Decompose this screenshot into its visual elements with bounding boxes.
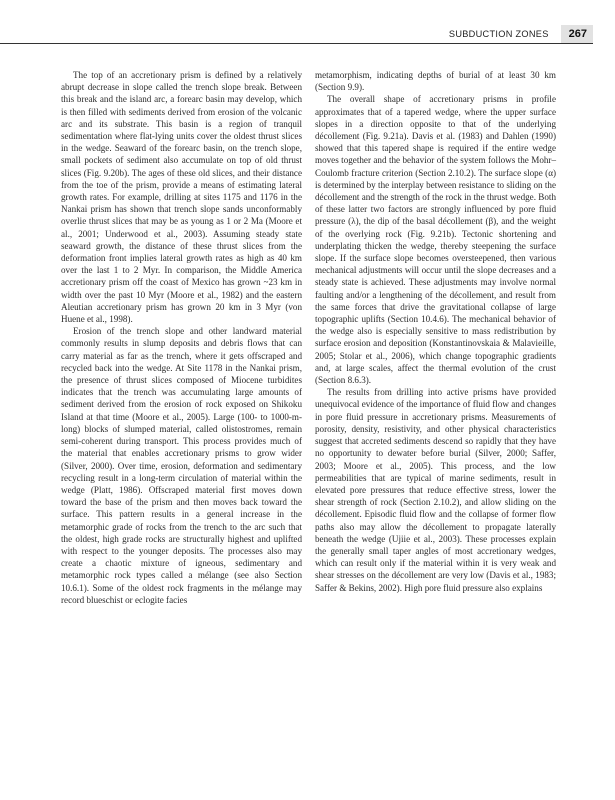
paragraph: Erosion of the trench slope and other landward material commonly results in slump deposits and debris flows that can carry material as far as the trench, where it gets offscraped and recycled back into the wedge. At Site 1178 in the Nankai prism, the presence of thrust slices composed of Miocene turbidites indicates that the trench was accumulating large amounts of sediment derived from the erosion of rock exposed on Shikoku Island at that time (Moore et al., 2005). Large (100- to 1000-m-long) blocks of slumped material, called olistostromes, remain semi-coherent during transport. This process provides much of the material that enables accretionary prisms to grow wider (Silver, 2000). Over time, erosion, deformation and sedimentary recycling result in a long-term circulation of material within the wedge (Platt, 1986). Offscraped material first moves down toward the base of the prism and then moves back toward the surface. This pattern results in a general increase in the metamorphic grade of rocks from the trench to the arc such that the oldest, high grade rocks are structurally highest and uplifted with respect to the younger deposits. The processes also may create a chaotic mixture of igneous, sedimentary and metamorphic rock types called a mélange (see also Section 10.6.1). Some of the oldest rock fragments in the mélange may record blueschist or eclogite facies (61, 326, 302, 605)
page-number: 267 (561, 25, 593, 43)
header-rule (0, 43, 593, 44)
running-header (449, 26, 593, 42)
running-title: SUBDUCTION ZONES (448, 29, 549, 39)
right-column (315, 69, 556, 594)
paragraph: The top of an accretionary prism is defined by a relatively abrupt decrease in slope called the trench slope break. Between this break and the island arc, a forearc basin may develop, which is then filled with sediments derived from erosion of the volcanic arc and its substrate. This basin is a region of tranquil sedimentation where flat-lying units cover the oldest thrust slices in the wedge. Seaward of the forearc basin, on the trench slope, small pockets of sediment also accumulate on top of old thrust slices (Fig. 9.20b). The ages of these old slices, and their distance from the toe of the prism, provide a means of estimating lateral growth rates. For example, drilling at sites 1175 and 1176 in the Nankai prism has shown that trench slope sands unconformably overlie thrust slices that may be as young as 1 or 2 Ma (Moore et al., 2001; Underwood et al., 2003). Assuming steady state seaward growth, the distance of these thrust slices from the deformation front implies lateral growth rates as high as 40 km over the last 1 to 2 Myr. In comparison, the Middle America accretionary prism off the coast of Mexico has grown ~23 km in width over the past 10 Myr (Moore et al., 1982) and the eastern Aleutian accretionary prism has grown 20 km in 3 Myr (von Huene et al., 1998). (61, 70, 302, 325)
left-column (61, 69, 302, 606)
paragraph: metamorphism, indicating depths of burial of at least 30 km (Section 9.9). (315, 70, 556, 93)
paragraph: The overall shape of accretionary prisms in profile approximates that of a tapered wedge, where the upper surface slopes in a direction opposite to that of the underlying décollement (Fig. 9.21a). Davis et al. (1983) and Dahlen (1990) showed that this tapered shape is required if the entire wedge moves together and the behavior of the system follows the Mohr–Coulomb fracture criterion (Section 2.10.2). The surface slope (α) is determined by the interplay between resistance to sliding on the décollement and the strength of the rock in the thrust wedge. Both of these latter two factors are strongly influenced by pore fluid pressure (λ), the dip of the basal décollement (β), and the weight of the overlying rock (Fig. 9.21b). Tectonic shortening and underplating thicken the wedge, thereby steepening the surface slope. If the surface slope becomes oversteepened, then various mechanical adjustments will occur until the slope decreases and a steady state is achieved. These adjustments may involve normal faulting and/or a lengthening of the décollement, and result from the same forces that drive the gravitational collapse of large topographic uplifts (Section 10.4.6). The mechanical behavior of the wedge also is especially sensitive to mass redistribution by surface erosion and deposition (Konstantinovskaia & Malavieille, 2005; Stolar et al., 2006), which change topographic gradients and, at large scales, affect the thermal evolution of the crust (Section 8.6.3). (315, 94, 556, 386)
paragraph: The results from drilling into active prisms have provided unequivocal evidence of the importance of fluid flow and changes in pore fluid pressure in accretionary prisms. Measurements of porosity, density, resistivity, and other physical characteristics suggest that accreted sediments descend so rapidly that they have no opportunity to dewater before burial (Silver, 2000; Saffer, 2003; Moore et al., 2005). This process, and the low permeabilities that are typical of marine sediments, result in elevated pore pressures that reduce effective stress, lower the shear strength of rock (Section 2.10.2), and allow sliding on the décollement. Episodic fluid flow and the collapse of former flow paths also may allow the décollement to propagate laterally beneath the wedge (Ujiie et al., 2003). These processes explain the generally small taper angles of most accretionary wedges, which can result only if the material within it is very weak and shear stresses on the décollement are very low (Davis et al., 1983; Saffer & Bekins, 2002). High pore fluid pressure also explains (315, 387, 556, 593)
